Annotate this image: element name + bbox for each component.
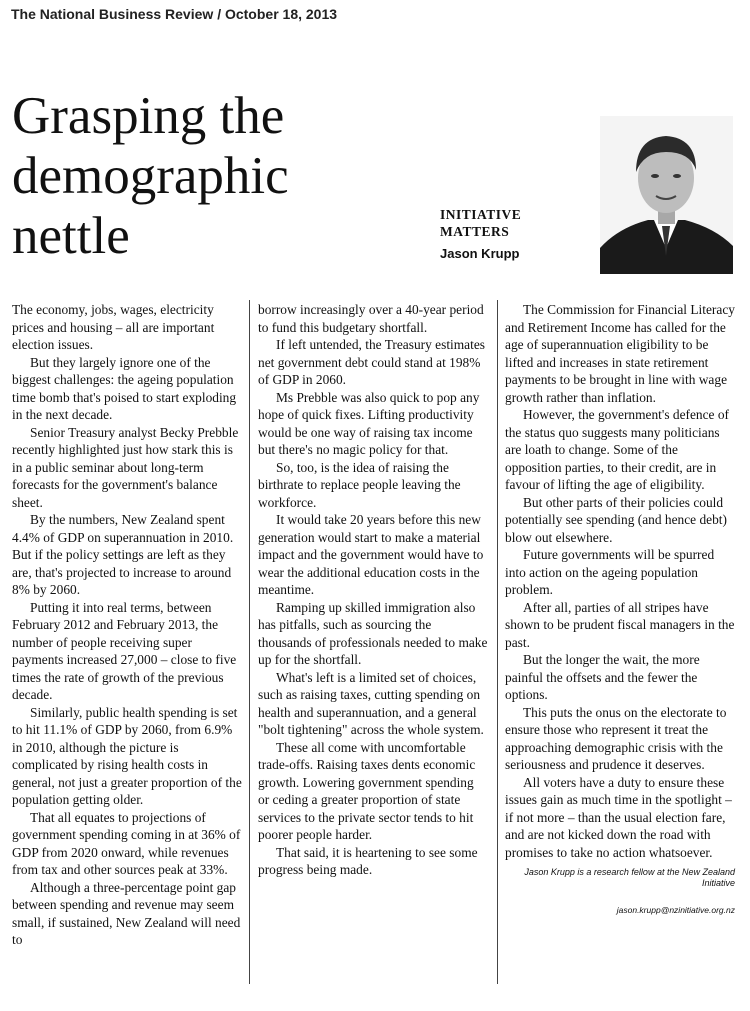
column-tag	[440, 206, 521, 240]
article-paragraph: But other parts of their policies could potentially see spending (and hence debt) blow out elsewhere.	[505, 494, 727, 545]
article-paragraph: That all equates to projections of government spending coming in at 36% of GDP from 2020 onward, while revenues from tax and other sources peak at 33%.	[12, 809, 241, 877]
author-credit-line: Initiative	[701, 878, 735, 888]
article-paragraph: Although a three-percentage point gap between spending and revenue may seem small, if sustained, New Zealand will need to	[12, 879, 241, 947]
article-paragraph: Similarly, public health spending is set to hit 11.1% of GDP by 2060, from 6.9% in 2010, although the picture is complicated by rising health costs in general, not just a greater proportion of the population getting older.	[12, 704, 242, 807]
headline-line: demographic	[12, 147, 289, 205]
article-paragraph: Ms Prebble was also quick to pop any hope of quick fixes. Lifting productivity would be one way of raising tax income but there's no magic policy for that.	[258, 389, 480, 457]
article-paragraph: The economy, jobs, wages, electricity prices and housing – all are important election issues.	[12, 302, 215, 352]
article-paragraph: borrow increasingly over a 40-year period to fund this budgetary shortfall.	[258, 302, 484, 335]
byline: Jason Krupp	[440, 246, 520, 261]
article-column-3	[505, 301, 735, 920]
author-credit	[505, 867, 735, 889]
column-divider	[497, 300, 498, 984]
column-divider	[249, 300, 250, 984]
header-separator: /	[217, 6, 222, 22]
author-email: jason.krupp@nzinitiative.org.nz	[616, 905, 735, 915]
article-headline	[12, 86, 432, 266]
article-paragraph: But the longer the wait, the more painful the offsets and the fewer the options.	[505, 652, 700, 702]
article-paragraph: If left untended, the Treasury estimates net government debt could stand at 198% of GDP in 2060.	[258, 337, 485, 387]
publication-date: October 18, 2013	[224, 6, 338, 22]
article-paragraph: It would take 20 years before this new generation would start to make a material impact and the government would have to wear the additional education costs in the meantime.	[258, 512, 484, 597]
headline-line: Grasping the	[12, 87, 285, 145]
article-paragraph: All voters have a duty to ensure these issues gain as much time in the spotlight – if not more – than the usual election fare, and are not kicked down the road with promises to take no action whatsoever.	[505, 774, 732, 860]
article-paragraph: However, the government's defence of the status quo suggests many politicians are loath to change. Some of the opposition parties, to their credit, are in favour of lifting the age of eligibility.	[505, 407, 729, 492]
article-paragraph: This puts the onus on the electorate to ensure those who represent it treat the approaching demographic crisis with the seriousness and prudence it deserves.	[505, 704, 727, 772]
article-paragraph: So, too, is the idea of raising the birthrate to replace people leaving the workforce.	[258, 459, 461, 510]
publication-header	[11, 6, 337, 22]
article-paragraph: That said, it is heartening to see some progress being made.	[258, 844, 478, 877]
portrait-drawing	[600, 116, 733, 274]
article-column-1	[12, 301, 242, 949]
article-paragraph: But they largely ignore one of the biggest challenges: the ageing population time bomb that's poised to start exploding in the next decade.	[12, 354, 237, 422]
article-paragraph: By the numbers, New Zealand spent 4.4% of GDP on superannuation in 2010. But if the policy settings are left as they are, that's projected to increase to around 8% by 2060.	[12, 512, 234, 597]
column-tag-line: INITIATIVE	[440, 207, 522, 222]
article-paragraph: The Commission for Financial Literacy and Retirement Income has called for the age of superannuation eligibility to be lifted and increases in state retirement payments to be brought in line with wage growth rather than inflation.	[505, 302, 735, 405]
article-paragraph: Putting it into real terms, between February 2012 and February 2013, the number of people receiving super payments increased 27,000 – close to five times the rate of growth of the previous decade.	[12, 599, 237, 702]
author-credit-line: Jason Krupp is a research fellow at the New Zealand	[524, 867, 735, 877]
article-paragraph: After all, parties of all stripes have shown to be prudent fiscal managers in the past.	[505, 599, 735, 650]
article-column-2	[258, 301, 488, 879]
article-paragraph: What's left is a limited set of choices, such as raising taxes, cutting spending on health and superannuation, and a general "bolt tightening" across the whole system.	[258, 669, 484, 737]
headline-line: nettle	[12, 207, 130, 265]
article-paragraph: These all come with uncomfortable trade-offs. Raising taxes dents economic growth. Lowering government spending or ceding a greater proportion of state services to the private sector tends to hit poorer people harder.	[258, 739, 476, 842]
column-tag-line: MATTERS	[440, 224, 510, 239]
article-paragraph: Ramping up skilled immigration also has pitfalls, such as sourcing the thousands of professionals needed to make up for the shortfall.	[258, 599, 488, 667]
author-portrait-icon	[600, 116, 733, 274]
publication-name: The National Business Review	[11, 6, 214, 22]
article-paragraph: Future governments will be spurred into action on the ageing population problem.	[505, 547, 715, 597]
article-paragraph: Senior Treasury analyst Becky Prebble recently highlighted just how stark this is in a public seminar about long-term forecasts for the government's balance sheet.	[12, 424, 239, 510]
